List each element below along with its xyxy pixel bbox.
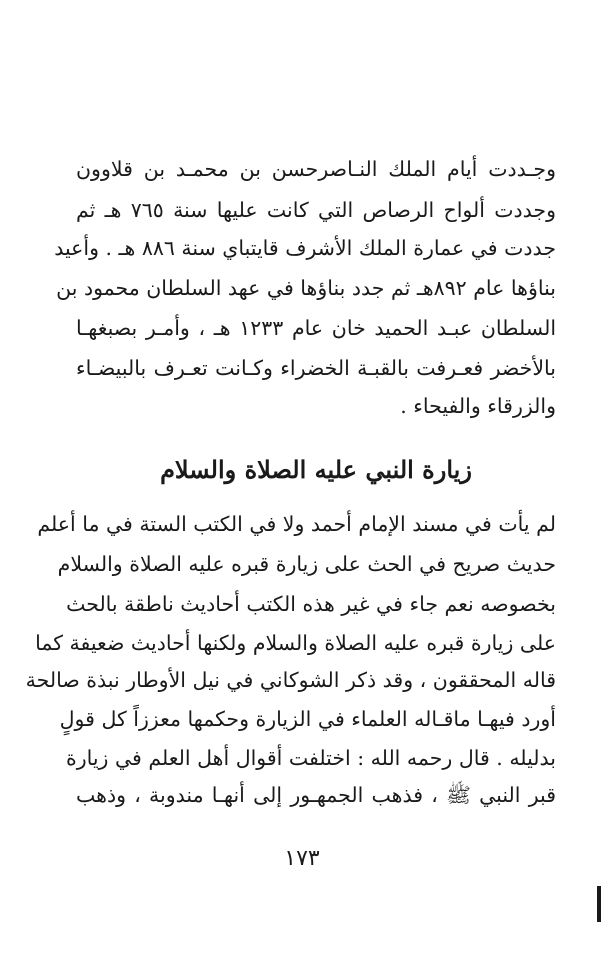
text-line: جددت في عمارة الملك الأشرف قايتباي سنة ٨٨٦ هـ . وأعيد	[54, 236, 556, 260]
text-line: لم يأت في مسند الإمام أحمد ولا في الكتب الستة في ما أعلم	[37, 512, 556, 536]
text-line: بالأخضر فعـرفت بالقبـة الخضراء وكـانت تعـرف بالبيضـاء	[76, 356, 556, 380]
text-line: وجددت ألواح الرصاص التي كانت عليها سنة ٧٦٥ هـ ثم	[76, 198, 556, 222]
text-line: قاله المحققون ، وقد ذكر الشوكاني في نيل الأوطار نبذة صالحة	[25, 668, 556, 692]
text-line: أورد فيهـا ماقـاله العلماء في الزيارة وحكمها معززاً كل قولٍ	[59, 707, 556, 731]
text-line: والزرقاء والفيحاء .	[400, 394, 556, 418]
section-heading: زيارة النبي عليه الصلاة والسلام	[160, 455, 472, 484]
page-edge-mark	[597, 886, 601, 922]
page-number: ١٧٣	[284, 846, 320, 871]
text-line: قبر النبي ﷺ ، فذهب الجمهـور إلى أنهـا مندوبة ، وذهب	[76, 783, 556, 807]
text-line: وجـددت أيام الملك النـاصرحسن بن محمـد بن قلاوون	[76, 157, 556, 181]
text-line: حديث صريح في الحث على زيارة قبره عليه الصلاة والسلام	[57, 552, 556, 576]
text-line: بناؤها عام ٨٩٢هـ ثم جدد بناؤها في عهد السلطان محمود بن	[56, 276, 556, 300]
text-line: بدليله . قال رحمه الله : اختلفت أقوال أهل العلم في زيارة	[65, 746, 556, 770]
text-line: بخصوصه نعم جاء في غير هذه الكتب أحاديث ناطقة بالحث	[66, 592, 556, 616]
text-line: السلطان عبـد الحميد خان عام ١٢٣٣ هـ ، وأمـر بصبغهـا	[76, 316, 557, 340]
text-line: على زيارة قبره عليه الصلاة والسلام ولكنها أحاديث ضعيفة كما	[35, 631, 556, 655]
